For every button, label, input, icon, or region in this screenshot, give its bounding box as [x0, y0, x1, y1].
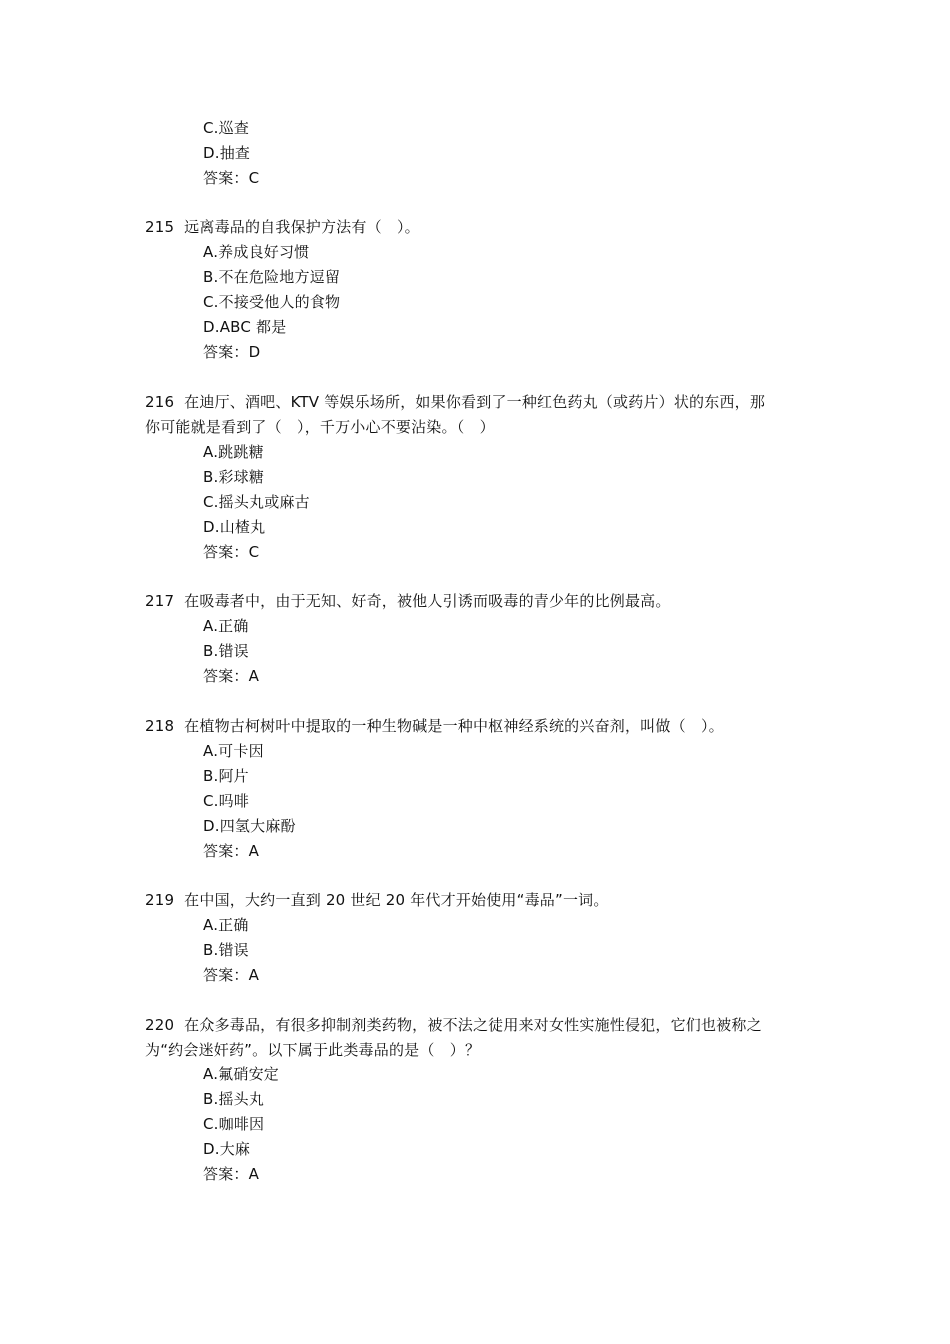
option: C.吗啡: [203, 792, 250, 810]
option: D.大麻: [203, 1140, 251, 1158]
question-number: 218: [145, 717, 175, 735]
option: D.抽查: [203, 144, 251, 162]
question-text: 在中国，大约一直到 20 世纪 20 年代才开始使用“毒品”一词。: [184, 891, 609, 909]
question-number: 217: [145, 592, 175, 610]
question-text: 在迪厅、酒吧、KTV 等娱乐场所，如果你看到了一种红色药丸（或药片）状的东西，那: [184, 393, 766, 411]
option: B.摇头丸: [203, 1090, 265, 1108]
answer: 答案：D: [203, 343, 261, 361]
question-text: 在吸毒者中，由于无知、好奇，被他人引诱而吸毒的青少年的比例最高。: [184, 592, 671, 610]
option: B.阿片: [203, 767, 249, 785]
question-text: 在植物古柯树叶中提取的一种生物碱是一种中枢神经系统的兴奋剂，叫做（ ）。: [184, 717, 724, 735]
option: D.ABC 都是: [203, 318, 287, 336]
option: A.正确: [203, 617, 249, 635]
option: C.不接受他人的食物: [203, 293, 341, 311]
question-number: 220: [145, 1016, 175, 1034]
question-text: 远离毒品的自我保护方法有（ ）。: [184, 218, 420, 236]
option: A.正确: [203, 916, 249, 934]
option: A.可卡因: [203, 742, 264, 760]
option: B.错误: [203, 642, 249, 660]
option: B.不在危险地方逗留: [203, 268, 341, 286]
answer: 答案：A: [203, 667, 260, 685]
question-218: [145, 714, 724, 739]
question-220: [145, 1013, 762, 1038]
question-219: [145, 888, 609, 913]
question-216: [145, 390, 765, 415]
answer: 答案：C: [203, 543, 260, 561]
question-215: [145, 215, 420, 240]
question-number: 215: [145, 218, 175, 236]
option: C.咖啡因: [203, 1115, 265, 1133]
question-text-continued: 为“约会迷奸药”。以下属于此类毒品的是（ ）？: [145, 1041, 481, 1059]
option: B.彩球糖: [203, 468, 265, 486]
answer: 答案：C: [203, 169, 260, 187]
option: C.巡查: [203, 119, 250, 137]
question-text: 在众多毒品，有很多抑制剂类药物，被不法之徒用来对女性实施性侵犯，它们也被称之: [184, 1016, 762, 1034]
answer: 答案：A: [203, 966, 260, 984]
option: A.跳跳糖: [203, 443, 264, 461]
option: D.四氢大麻酚: [203, 817, 296, 835]
answer: 答案：A: [203, 842, 260, 860]
question-text-continued: 你可能就是看到了（ ），千万小心不要沾染。（ ）: [145, 418, 495, 436]
question-217: [145, 589, 671, 614]
option: D.山楂丸: [203, 518, 266, 536]
question-number: 216: [145, 393, 175, 411]
question-number: 219: [145, 891, 175, 909]
answer: 答案：A: [203, 1165, 260, 1183]
option: B.错误: [203, 941, 249, 959]
option: A.氟硝安定: [203, 1065, 279, 1083]
option: A.养成良好习惯: [203, 243, 310, 261]
option: C.摇头丸或麻古: [203, 493, 310, 511]
